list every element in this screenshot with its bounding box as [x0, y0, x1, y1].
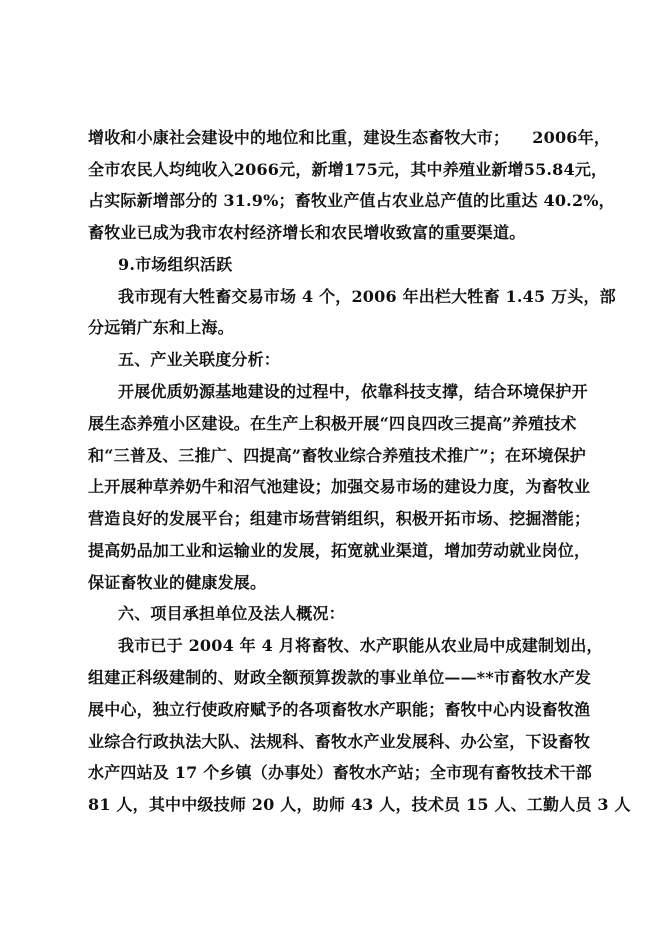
text-line: 展中心，独立行使政府赋予的各项畜牧水产职能；畜牧中心内设畜牧渔 [88, 700, 591, 719]
text-line: 业综合行政执法大队、法规科、畜牧水产业发展科、办公室，下设畜牧 [88, 732, 591, 751]
text-line: 营造良好的发展平台；组建市场营销组织，积极开拓市场、挖掘潜能； [88, 509, 591, 528]
text-line: 增收和小康社会建设中的地位和比重，建设生态畜牧大市； 2006年， [88, 128, 611, 147]
text-line: 我市已于 2004 年 4 月将畜牧、水产职能从农业局中成建制划出， [118, 636, 603, 655]
section-heading: 9.市场组织活跃 [118, 255, 233, 274]
text-line: 畜牧业已成为我市农村经济增长和农民增收致富的重要渠道。 [88, 223, 526, 242]
text-line: 全市农民人均纯收入2066元，新增175元，其中养殖业新增55.84元， [88, 160, 608, 179]
text-line: 上开展种草养奶牛和沼气池建设；加强交易市场的建设力度，为畜牧业 [88, 477, 591, 496]
text-line: 水产四站及 17 个乡镇（办事处）畜牧水产站；全市现有畜牧技术干部 [88, 763, 593, 782]
text-line: 保证畜牧业的健康发展。 [88, 573, 267, 592]
text-line: 81 人，其中中级技师 20 人，助师 43 人，技术员 15 人、工勤人员 3 人 [88, 795, 631, 814]
text-line: 展生态养殖小区建设。在生产上积极开展“四良四改三提高”养殖技术 [88, 414, 577, 433]
section-heading: 六、项目承担单位及法人概况： [118, 604, 345, 623]
section-heading: 五、产业关联度分析： [118, 350, 281, 369]
text-line: 提高奶品加工业和运输业的发展，拓宽就业渠道，增加劳动就业岗位， [88, 541, 591, 560]
text-line: 开展优质奶源基地建设的过程中，依靠科技支撑，结合环境保护开 [118, 382, 588, 401]
text-line: 我市现有大牲畜交易市场 4 个，2006 年出栏大牲畜 1.45 万头，部 [118, 287, 616, 306]
text-line: 分远销广东和上海。 [88, 318, 234, 337]
text-line: 和“三普及、三推广、四提高”畜牧业综合养殖技术推广”；在环境保护 [88, 446, 587, 465]
text-line: 占实际新增部分的 31.9%；畜牧业产值占农业总产值的比重达 40.2%， [88, 191, 615, 210]
text-line: 组建正科级建制的、财政全额预算拨款的事业单位——**市畜牧水产发 [88, 668, 592, 687]
